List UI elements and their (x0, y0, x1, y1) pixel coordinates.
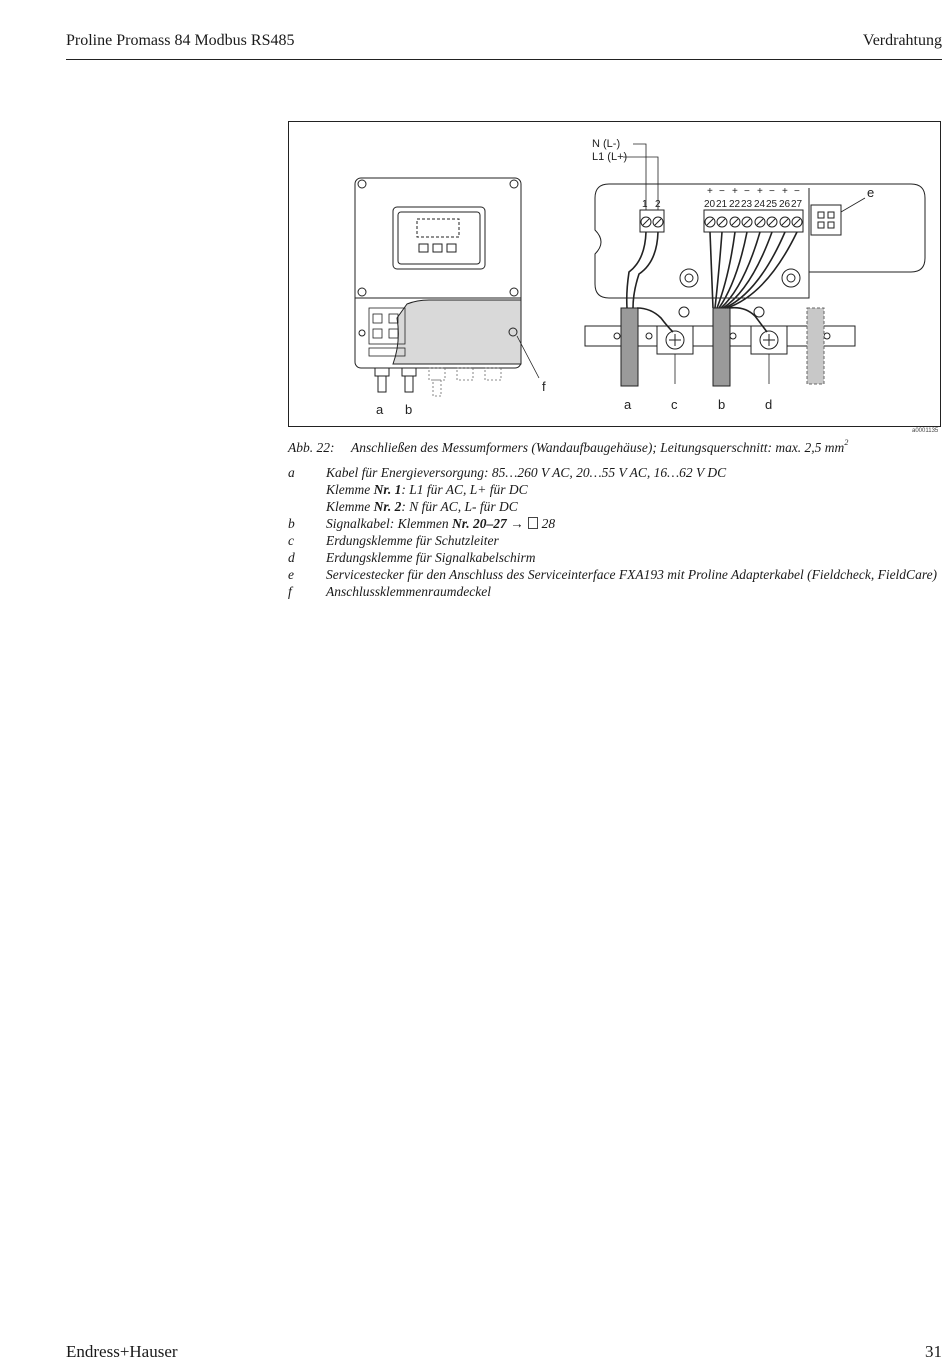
gland-placeholders (429, 368, 501, 396)
label-b-left: b (405, 402, 413, 417)
cable-a (621, 308, 638, 386)
terminal-25-label: 25 (766, 199, 778, 210)
polarity-sign: + (707, 186, 713, 197)
earth-clamp-d (751, 326, 787, 354)
legend-text: Anschlussklemmenraumdeckel (326, 584, 491, 599)
legend-text: Klemme (326, 482, 374, 497)
label-b-right: b (718, 397, 726, 412)
signal-terminal-block (704, 210, 803, 232)
legend-text: Servicestecker für den Anschluss des Serviceinterface FXA193 mit Proline Adapterkabel (Fieldcheck, FieldCare) (326, 567, 938, 582)
terminal-24-label: 24 (754, 199, 766, 210)
legend-text: Kabel für Energieversorgung: 85…260 V AC, 20…55 V AC, 16…62 V DC (326, 465, 727, 480)
label-e: e (867, 185, 875, 200)
polarity-signs (707, 186, 800, 197)
legend-key: f (288, 584, 292, 599)
polarity-sign: + (782, 186, 788, 197)
footer-brand: Endress+Hauser (66, 1342, 178, 1361)
wiring-diagram (289, 122, 942, 428)
header-rule (66, 59, 942, 60)
caption-text: Anschließen des Messumformers (Wandaufbaugehäuse); Leitungsquerschnitt: max. 2,5 mm (351, 440, 845, 455)
caption-superscript: 2 (844, 438, 849, 447)
label-n: N (L-) (592, 138, 621, 150)
caption-number: Abb. 22: (288, 440, 335, 455)
polarity-sign: − (794, 186, 800, 197)
legend-text: Signalkabel: Klemmen (326, 516, 452, 531)
legend-key: d (288, 550, 295, 565)
polarity-sign: − (744, 186, 750, 197)
polarity-sign: + (732, 186, 738, 197)
label-d: d (765, 397, 773, 412)
label-c: c (671, 397, 678, 412)
legend-text: Erdungsklemme für Schutzleiter (326, 533, 499, 548)
earth-clamp-c (657, 326, 693, 354)
legend-text: Klemme (326, 499, 374, 514)
legend-key: c (288, 533, 294, 548)
label-a-right: a (624, 397, 632, 412)
label-a-left: a (376, 402, 384, 417)
polarity-sign: − (719, 186, 725, 197)
figure-id: a0001135 (912, 428, 939, 434)
legend-text: : N für AC, L- für DC (401, 499, 518, 514)
power-terminal-block (640, 210, 664, 232)
legend-key: a (288, 465, 295, 480)
wiring-figure (288, 121, 941, 427)
terminal-2-label: 2 (655, 199, 661, 210)
terminal-23-label: 23 (741, 199, 753, 210)
arrow-icon: → (510, 516, 524, 531)
terminal-21-label: 21 (716, 199, 728, 210)
page-icon (528, 517, 538, 529)
terminal-26-label: 26 (779, 199, 791, 210)
terminal-ref: Nr. 1 (373, 482, 402, 497)
legend-text: Erdungsklemme für Signalkabelschirm (326, 550, 536, 565)
header-title: Proline Promass 84 Modbus RS485 (66, 32, 295, 49)
cable-glands (375, 368, 416, 392)
label-l1: L1 (L+) (592, 151, 628, 163)
terminal-22-label: 22 (729, 199, 741, 210)
terminal-27-label: 27 (791, 199, 803, 210)
cable-placeholder (807, 308, 824, 384)
signal-terminal-numbers (704, 199, 803, 210)
figure-caption (288, 440, 848, 456)
terminal-cover (393, 300, 521, 364)
page-number: 31 (925, 1342, 942, 1361)
polarity-sign: − (769, 186, 775, 197)
legend-key: b (288, 516, 295, 531)
terminal-ref: Nr. 20–27 (451, 516, 507, 531)
terminal-ref: Nr. 2 (373, 499, 402, 514)
header-section: Verdrahtung (862, 32, 942, 49)
terminal-20-label: 20 (704, 199, 716, 210)
terminal-1-label: 1 (642, 199, 648, 210)
legend-text: : L1 für AC, L+ für DC (401, 482, 528, 497)
page-ref-link[interactable]: 28 (541, 516, 556, 531)
cable-b (713, 308, 730, 386)
label-f: f (542, 379, 546, 394)
legend-key: e (288, 567, 294, 582)
polarity-sign: + (757, 186, 763, 197)
